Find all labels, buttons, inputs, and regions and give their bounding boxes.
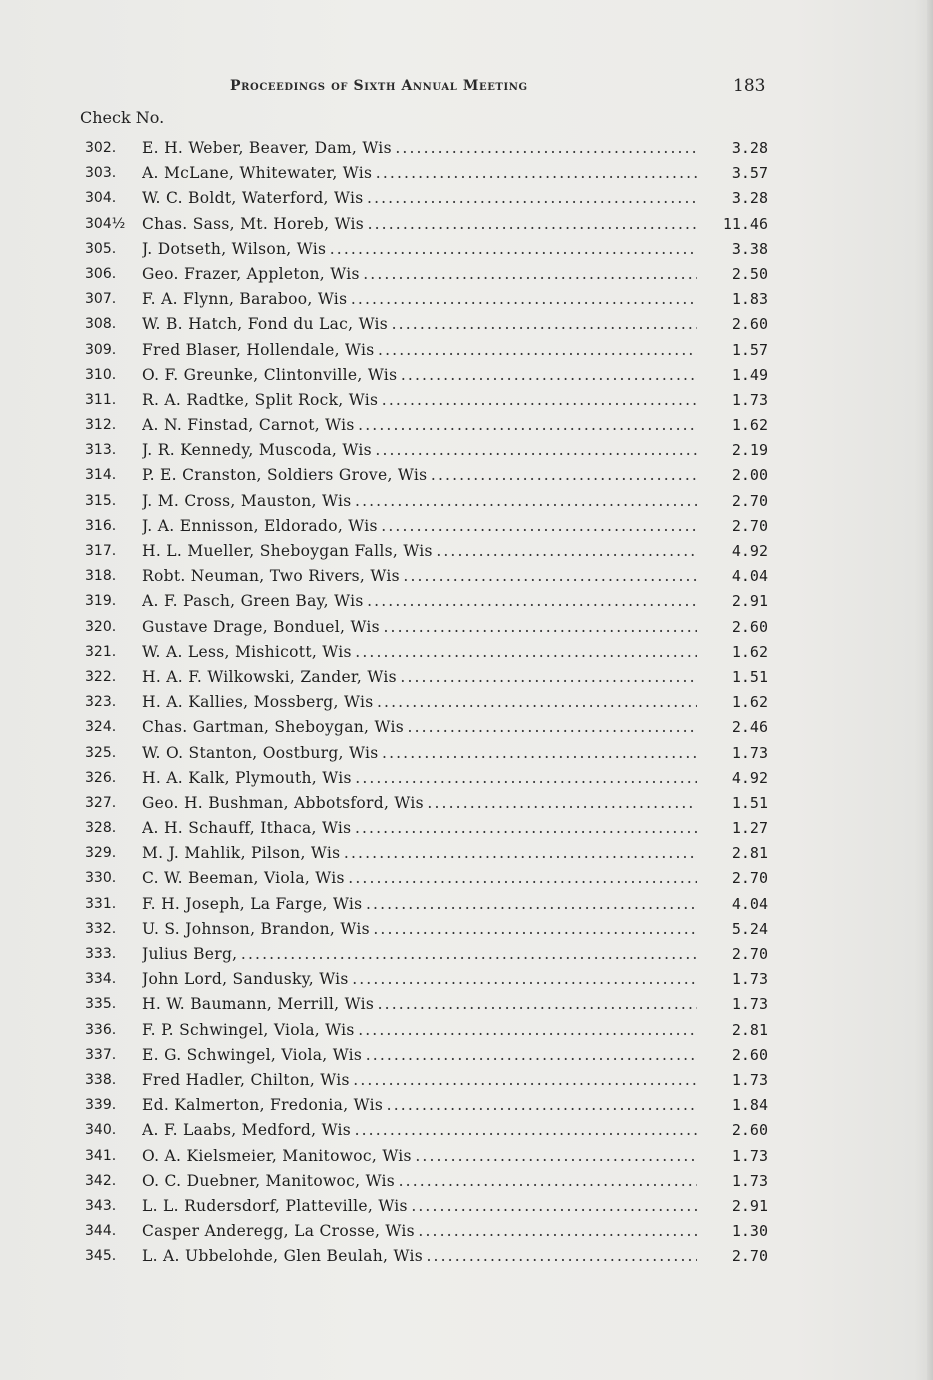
payee-name: H. A. Kalk, Plymouth, Wis . . . bbox=[142, 766, 697, 791]
check-number: 315. bbox=[85, 492, 117, 509]
list-item bbox=[85, 841, 770, 866]
payee-name: A. F. Laabs, Medford, Wis . . . bbox=[142, 1118, 697, 1143]
amount: 2.46 bbox=[731, 718, 768, 737]
check-number: 338. bbox=[85, 1071, 117, 1088]
list-item bbox=[85, 212, 770, 237]
column-header-check-no: Check No. bbox=[80, 108, 165, 127]
list-item bbox=[85, 1244, 770, 1269]
amount: 3.38 bbox=[731, 239, 768, 258]
list-item bbox=[85, 589, 770, 614]
check-number: 311. bbox=[85, 391, 117, 408]
amount: 3.28 bbox=[731, 139, 768, 157]
list-item bbox=[85, 1144, 770, 1169]
list-item bbox=[85, 640, 770, 665]
list-item bbox=[85, 136, 770, 161]
list-item bbox=[85, 791, 770, 816]
list-item bbox=[85, 514, 770, 539]
check-number: 308. bbox=[85, 316, 117, 333]
amount: 2.70 bbox=[731, 491, 768, 510]
amount: 1.49 bbox=[731, 365, 768, 384]
check-number: 304½ bbox=[85, 215, 126, 232]
check-number: 323. bbox=[85, 694, 117, 711]
list-item bbox=[85, 186, 770, 211]
payee-name: O. A. Kielsmeier, Manitowoc, Wis . . . bbox=[142, 1144, 697, 1169]
amount: 1.73 bbox=[731, 995, 768, 1014]
amount: 1.73 bbox=[731, 1171, 768, 1190]
check-number: 325. bbox=[85, 744, 117, 761]
payee-name: F. H. Joseph, La Farge, Wis . . . bbox=[142, 892, 697, 917]
check-number: 335. bbox=[85, 996, 117, 1013]
check-number: 327. bbox=[85, 794, 117, 811]
amount: 1.73 bbox=[731, 390, 768, 409]
list-item bbox=[85, 942, 770, 967]
amount: 1.62 bbox=[731, 416, 768, 435]
list-item bbox=[85, 917, 770, 942]
check-number: 322. bbox=[85, 668, 117, 685]
list-item bbox=[85, 1093, 770, 1118]
check-number: 314. bbox=[85, 467, 117, 484]
check-number: 316. bbox=[85, 517, 117, 534]
payee-name: A. H. Schauff, Ithaca, Wis . . . bbox=[142, 816, 697, 841]
payee-name: Geo. Frazer, Appleton, Wis . . . bbox=[142, 262, 697, 287]
list-item bbox=[85, 363, 770, 388]
check-number: 331. bbox=[85, 895, 117, 912]
list-item bbox=[85, 312, 770, 337]
check-number: 326. bbox=[85, 769, 117, 786]
check-number: 318. bbox=[85, 568, 117, 585]
list-item bbox=[85, 715, 770, 740]
check-number: 302. bbox=[85, 140, 117, 156]
payee-name: L. A. Ubbelohde, Glen Beulah, Wis . . . bbox=[142, 1244, 697, 1269]
amount: 2.60 bbox=[731, 617, 768, 636]
amount: 2.00 bbox=[731, 466, 768, 485]
payee-name: J. M. Cross, Mauston, Wis . . . bbox=[142, 489, 697, 514]
running-head: Proceedings of Sixth Annual Meeting bbox=[230, 78, 528, 94]
payee-name: J. Dotseth, Wilson, Wis . . . bbox=[142, 237, 697, 262]
list-item bbox=[85, 615, 770, 640]
amount: 2.60 bbox=[731, 315, 768, 334]
amount: 1.30 bbox=[731, 1222, 768, 1241]
amount: 2.91 bbox=[731, 592, 768, 611]
amount: 2.60 bbox=[731, 1121, 768, 1140]
check-number: 330. bbox=[85, 870, 117, 887]
payee-name: John Lord, Sandusky, Wis . . . bbox=[142, 967, 697, 992]
amount: 4.92 bbox=[731, 542, 768, 560]
amount: 2.70 bbox=[731, 1247, 768, 1266]
check-number: 344. bbox=[85, 1223, 117, 1240]
amount: 4.04 bbox=[731, 894, 768, 913]
amount: 2.19 bbox=[731, 441, 768, 460]
amount: 1.51 bbox=[731, 793, 768, 812]
list-item bbox=[85, 413, 770, 438]
amount: 1.84 bbox=[731, 1096, 768, 1115]
list-item bbox=[85, 161, 770, 186]
payee-name: F. P. Schwingel, Viola, Wis . . . bbox=[142, 1018, 697, 1043]
amount: 2.70 bbox=[731, 945, 768, 963]
check-number: 312. bbox=[85, 417, 117, 434]
list-item bbox=[85, 388, 770, 413]
check-number: 310. bbox=[85, 366, 117, 383]
list-item bbox=[85, 237, 770, 262]
amount: 1.57 bbox=[731, 340, 768, 359]
amount: 1.62 bbox=[731, 693, 768, 712]
check-number: 328. bbox=[85, 820, 117, 837]
amount: 2.70 bbox=[731, 869, 768, 888]
check-number: 340. bbox=[85, 1122, 117, 1139]
amount: 2.50 bbox=[731, 264, 768, 283]
payee-name: Fred Blaser, Hollendale, Wis . . . bbox=[142, 338, 697, 363]
payee-name: W. C. Boldt, Waterford, Wis . . . bbox=[142, 186, 697, 211]
list-item bbox=[85, 992, 770, 1017]
list-item bbox=[85, 1118, 770, 1143]
payee-name: J. A. Ennisson, Eldorado, Wis . . . bbox=[142, 514, 697, 539]
payee-name: A. N. Finstad, Carnot, Wis . . . bbox=[142, 413, 697, 438]
list-item bbox=[85, 967, 770, 992]
check-number: 304. bbox=[85, 190, 117, 207]
check-number: 336. bbox=[85, 1021, 117, 1038]
payee-name: W. B. Hatch, Fond du Lac, Wis . . . bbox=[142, 312, 697, 337]
check-number: 313. bbox=[85, 442, 117, 459]
payee-name: H. A. F. Wilkowski, Zander, Wis . . . bbox=[142, 665, 697, 690]
amount: 1.73 bbox=[731, 1070, 768, 1089]
check-number: 309. bbox=[85, 341, 117, 358]
payee-name: L. L. Rudersdorf, Platteville, Wis . . . bbox=[142, 1194, 697, 1219]
payee-name: A. F. Pasch, Green Bay, Wis . . . bbox=[142, 589, 697, 614]
payee-name: R. A. Radtke, Split Rock, Wis . . . bbox=[142, 388, 697, 413]
amount: 5.24 bbox=[731, 919, 768, 938]
payee-name: Chas. Sass, Mt. Horeb, Wis . . . bbox=[142, 212, 697, 237]
list-item bbox=[85, 1219, 770, 1244]
amount: 1.73 bbox=[731, 743, 768, 762]
payee-name: Fred Hadler, Chilton, Wis . . . bbox=[142, 1068, 697, 1093]
check-number: 341. bbox=[85, 1147, 117, 1164]
amount: 1.73 bbox=[731, 970, 768, 989]
amount: 4.04 bbox=[731, 567, 768, 586]
payee-name: H. L. Mueller, Sheboygan Falls, Wis . . . bbox=[142, 539, 697, 564]
list-item bbox=[85, 564, 770, 589]
amount: 4.92 bbox=[731, 768, 768, 787]
list-item bbox=[85, 338, 770, 363]
list-item bbox=[85, 539, 770, 564]
amount: 1.27 bbox=[731, 819, 768, 838]
check-number: 305. bbox=[85, 240, 117, 257]
payee-name: H. A. Kallies, Mossberg, Wis . . . bbox=[142, 690, 697, 715]
payee-name: J. R. Kennedy, Muscoda, Wis . . . bbox=[142, 438, 697, 463]
list-item bbox=[85, 766, 770, 791]
list-item bbox=[85, 741, 770, 766]
payee-name: U. S. Johnson, Brandon, Wis . . . bbox=[142, 917, 697, 942]
page-number: 183 bbox=[733, 76, 766, 96]
payee-name: W. A. Less, Mishicott, Wis . . . bbox=[142, 640, 697, 665]
list-item bbox=[85, 438, 770, 463]
payee-name: C. W. Beeman, Viola, Wis . . . bbox=[142, 866, 697, 891]
payee-name: O. F. Greunke, Clintonville, Wis . . . bbox=[142, 363, 697, 388]
list-item bbox=[85, 665, 770, 690]
check-number: 333. bbox=[85, 946, 117, 962]
list-item bbox=[85, 489, 770, 514]
amount: 1.83 bbox=[731, 290, 768, 309]
list-item bbox=[85, 1169, 770, 1194]
check-number: 342. bbox=[85, 1172, 117, 1189]
payee-name: A. McLane, Whitewater, Wis . . . bbox=[142, 161, 697, 186]
list-item bbox=[85, 1068, 770, 1093]
payee-name: Julius Berg, . . . bbox=[142, 942, 697, 967]
payee-name: Gustave Drage, Bonduel, Wis . . . bbox=[142, 615, 697, 640]
list-item bbox=[85, 816, 770, 841]
check-number: 306. bbox=[85, 265, 117, 282]
list-item bbox=[85, 262, 770, 287]
payee-name: O. C. Duebner, Manitowoc, Wis . . . bbox=[142, 1169, 697, 1194]
payee-name: E. G. Schwingel, Viola, Wis . . . bbox=[142, 1043, 697, 1068]
page-edge bbox=[927, 0, 933, 1380]
payee-name: F. A. Flynn, Baraboo, Wis . . . bbox=[142, 287, 697, 312]
amount: 11.46 bbox=[722, 214, 768, 233]
payee-name: P. E. Cranston, Soldiers Grove, Wis . . . bbox=[142, 463, 697, 488]
check-number: 303. bbox=[85, 165, 117, 182]
amount: 1.62 bbox=[731, 642, 768, 661]
check-number: 307. bbox=[85, 291, 117, 308]
list-item bbox=[85, 1043, 770, 1068]
check-number: 329. bbox=[85, 845, 117, 862]
check-number: 321. bbox=[85, 643, 117, 660]
list-item bbox=[85, 287, 770, 312]
amount: 3.57 bbox=[731, 164, 768, 183]
check-number: 332. bbox=[85, 920, 117, 937]
amount: 2.70 bbox=[731, 516, 768, 535]
payee-name: W. O. Stanton, Oostburg, Wis . . . bbox=[142, 741, 697, 766]
check-number: 320. bbox=[85, 618, 117, 635]
amount: 2.81 bbox=[731, 844, 768, 863]
check-number: 324. bbox=[85, 719, 117, 736]
list-item bbox=[85, 690, 770, 715]
amount: 2.91 bbox=[731, 1196, 768, 1215]
payee-name: Ed. Kalmerton, Fredonia, Wis . . . bbox=[142, 1093, 697, 1118]
list-item bbox=[85, 892, 770, 917]
payee-name: Casper Anderegg, La Crosse, Wis . . . bbox=[142, 1219, 697, 1244]
check-number: 339. bbox=[85, 1097, 117, 1114]
payee-name: Chas. Gartman, Sheboygan, Wis . . . bbox=[142, 715, 697, 740]
payee-name: E. H. Weber, Beaver, Dam, Wis . . . bbox=[142, 136, 697, 161]
payee-name: Robt. Neuman, Two Rivers, Wis . . . bbox=[142, 564, 697, 589]
payee-name: H. W. Baumann, Merrill, Wis . . . bbox=[142, 992, 697, 1017]
list-item bbox=[85, 1018, 770, 1043]
amount: 1.73 bbox=[731, 1146, 768, 1165]
amount: 3.28 bbox=[731, 189, 768, 208]
list-item bbox=[85, 463, 770, 488]
amount: 2.81 bbox=[731, 1020, 768, 1039]
check-number: 345. bbox=[85, 1248, 117, 1265]
amount: 2.60 bbox=[731, 1045, 768, 1064]
list-item bbox=[85, 1194, 770, 1219]
list-item bbox=[85, 866, 770, 891]
check-number: 334. bbox=[85, 971, 117, 988]
check-list bbox=[85, 136, 770, 1269]
check-number: 319. bbox=[85, 593, 117, 610]
payee-name: Geo. H. Bushman, Abbotsford, Wis . . . bbox=[142, 791, 697, 816]
check-number: 343. bbox=[85, 1197, 117, 1214]
payee-name: M. J. Mahlik, Pilson, Wis . . . bbox=[142, 841, 697, 866]
amount: 1.51 bbox=[731, 667, 768, 686]
check-number: 317. bbox=[85, 543, 117, 559]
check-number: 337. bbox=[85, 1046, 117, 1063]
